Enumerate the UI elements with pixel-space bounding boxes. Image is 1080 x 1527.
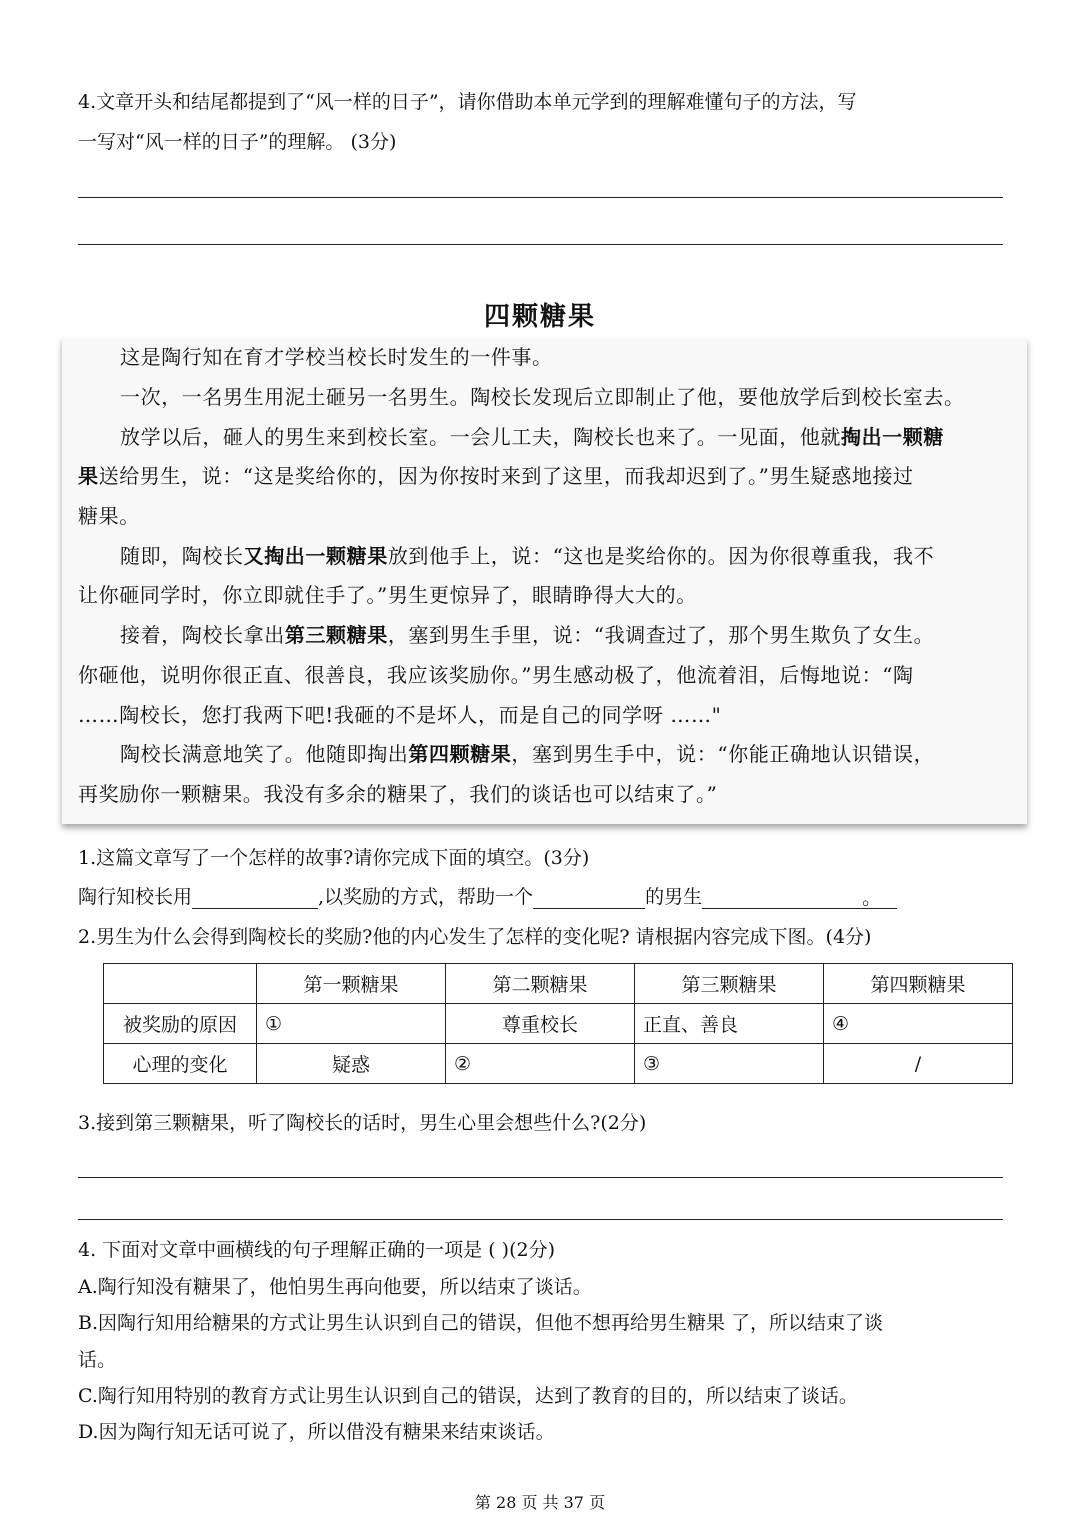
- underlined-phrase: 第三颗糖果: [284, 623, 388, 647]
- fill-blank[interactable]: [192, 886, 318, 909]
- table-cell: /: [824, 1044, 1013, 1084]
- question-3-prompt: 3.接到第三颗糖果，听了陶校长的话时，男生心里会想些什么?(2分): [78, 1112, 647, 1134]
- underlined-phrase: 第四颗糖果: [408, 742, 512, 766]
- passage-paragraph: 这是陶行知在育才学校当校长时发生的一件事。: [120, 345, 553, 369]
- table-header: 第二颗糖果: [446, 964, 635, 1004]
- option-a[interactable]: A.陶行知没有糖果了，他怕男生再向他要，所以结束了谈话。: [78, 1276, 592, 1298]
- passage-paragraph: 陶校长满意地笑了。他随即掏出第四颗糖果，塞到男生手中，说：“你能正确地认识错误，: [120, 742, 935, 766]
- table-cell: 正直、善良: [635, 1004, 824, 1044]
- option-b-continued[interactable]: 话。: [78, 1349, 117, 1371]
- page-number: 第 28 页 共 37 页: [474, 1493, 606, 1512]
- fill-blank[interactable]: [533, 886, 645, 909]
- underlined-phrase: 掏出一颗糖: [841, 425, 944, 449]
- passage-paragraph: 随即，陶校长又掏出一颗糖果放到他手上，说：“这也是奖给你的。因为你很尊重我，我不: [120, 544, 935, 568]
- option-d[interactable]: D.因为陶行知无话可说了，所以借没有糖果来结束谈话。: [78, 1421, 555, 1443]
- passage-paragraph: 让你砸同学时，你立即就住手了。”男生更惊异了，眼睛睁得大大的。: [78, 583, 697, 607]
- table-row: [104, 1004, 1013, 1044]
- passage-paragraph: 接着，陶校长拿出第三颗糖果，塞到男生手里，说：“我调查过了，那个男生欺负了女生。: [120, 623, 935, 647]
- table-cell-blank[interactable]: ③: [635, 1044, 824, 1084]
- question-1-fill: 陶行知校长用 ,以奖励的方式，帮助一个 的男生 。: [78, 885, 897, 909]
- table-cell: 尊重校长: [446, 1004, 635, 1044]
- table-cell: 心理的变化: [104, 1044, 257, 1084]
- table-header: 第四颗糖果: [824, 964, 1013, 1004]
- passage-box: [62, 338, 1027, 824]
- passage-paragraph: 糖果。: [78, 504, 140, 528]
- passage-paragraph: 你砸他，说明你很正直、很善良，我应该奖励你。”男生感动极了，他流着泪，后悔地说：“陶: [78, 663, 914, 687]
- option-c[interactable]: C.陶行知用特别的教育方式让男生认识到自己的错误，达到了教育的目的，所以结束了谈话。: [78, 1385, 858, 1407]
- answer-line[interactable]: [78, 197, 1003, 198]
- table-cell: 疑惑: [257, 1044, 446, 1084]
- passage-paragraph: ……陶校长，您打我两下吧!我砸的不是坏人，而是自己的同学呀 ……": [78, 703, 722, 727]
- candy-table: [103, 963, 1013, 1084]
- option-b[interactable]: B.因陶行知用给糖果的方式让男生认识到自己的错误，但他不想再给男生糖果 了，所以结束了谈: [78, 1312, 884, 1334]
- question-4-top-line1: 4.文章开头和结尾都提到了“风一样的日子”，请你借助本单元学到的理解难懂句子的方法，写: [78, 91, 857, 113]
- table-header: 第一颗糖果: [257, 964, 446, 1004]
- table-cell-blank[interactable]: ④: [824, 1004, 1013, 1044]
- table-row: [104, 1044, 1013, 1084]
- table-header: 第三颗糖果: [635, 964, 824, 1004]
- passage-paragraph: 再奖励你一颗糖果。我没有多余的糖果了，我们的谈话也可以结束了。”: [78, 782, 718, 806]
- question-2-prompt: 2.男生为什么会得到陶校长的奖励?他的内心发生了怎样的变化呢? 请根据内容完成下图。(4分): [78, 926, 872, 948]
- question-1-prompt: 1.这篇文章写了一个怎样的故事?请你完成下面的填空。(3分): [78, 847, 590, 869]
- underlined-phrase: 又掏出一颗糖果: [243, 544, 388, 568]
- passage-title: 四颗糖果: [483, 302, 596, 332]
- table-cell: [104, 964, 257, 1004]
- answer-line[interactable]: [78, 244, 1003, 245]
- table-cell-blank[interactable]: ②: [446, 1044, 635, 1084]
- passage-paragraph: 放学以后，砸人的男生来到校长室。一会儿工夫，陶校长也来了。一见面，他就掏出一颗糖: [120, 425, 944, 449]
- table-cell: 被奖励的原因: [104, 1004, 257, 1044]
- fill-blank[interactable]: 。: [702, 886, 897, 909]
- answer-line[interactable]: [78, 1177, 1003, 1178]
- table-header-row: [104, 964, 1013, 1004]
- answer-line[interactable]: [78, 1219, 1003, 1220]
- table-cell-blank[interactable]: ①: [257, 1004, 446, 1044]
- passage-paragraph: 果送给男生，说：“这是奖给你的，因为你按时来到了这里，而我却迟到了。”男生疑惑地接过: [78, 464, 914, 488]
- question-4-prompt: 4. 下面对文章中画横线的句子理解正确的一项是 ( )(2分): [78, 1239, 555, 1261]
- passage-paragraph: 一次，一名男生用泥土砸另一名男生。陶校长发现后立即制止了他，要他放学后到校长室去。: [120, 385, 965, 409]
- question-4-top-line2: 一写对“风一样的日子”的理解。 (3分): [78, 131, 397, 153]
